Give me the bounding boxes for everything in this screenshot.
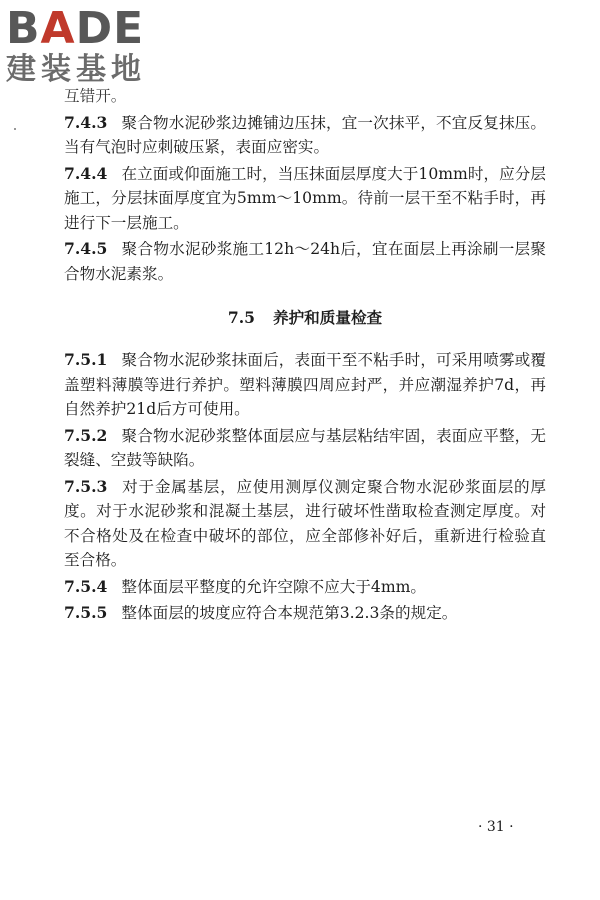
clause-number: 7.5.3 [64,476,108,496]
watermark-latin: BADE [6,3,145,54]
clause-7-4-3 [64,111,546,160]
clause-number: 7.5.4 [64,576,108,596]
clause-number: 7.5.2 [64,425,108,445]
clause-7-5-4 [64,575,546,600]
clause-text: 聚合物水泥砂浆施工12h～24h后，宜在面层上再涂刷一层聚合物水泥素浆。 [64,240,546,283]
clause-7-5-3 [64,475,546,573]
clause-number: 7.4.3 [64,112,108,132]
clause-7-5-2 [64,424,546,473]
page-content [64,84,546,628]
clause-text: 聚合物水泥砂浆整体面层应与基层粘结牢固，表面应平整，无裂缝、空鼓等缺陷。 [64,426,546,469]
section-heading [64,306,546,330]
clause-text: 聚合物水泥砂浆抹面后，表面干至不粘手时，可采用喷雾或覆盖塑料薄膜等进行养护。塑料薄膜四周应封严，并应潮湿养护7d，再自然养护21d后方可使用。 [64,351,546,418]
section-title: 养护和质量检查 [272,308,383,327]
clause-7-4-4 [64,162,546,236]
clause-7-4-5 [64,237,546,286]
watermark-cjk: 建装基地 [6,52,146,87]
clause-text: 在立面或仰面施工时，当压抹面层厚度大于10mm时，应分层施工，分层抹面厚度宜为5mm～10mm。待前一层干至不粘手时，再进行下一层施工。 [64,164,546,232]
clause-text: 对于金属基层，应使用测厚仪测定聚合物水泥砂浆面层的厚度。对于水泥砂浆和混凝土基层，进行破坏性凿取检查测定厚度。对不合格处及在检查中破坏的部位，应全部修补好后，重新进行检验直至合格。 [64,477,546,569]
clause-text: 聚合物水泥砂浆边摊铺边压抹，宜一次抹平，不宜反复抹压。当有气泡时应刺破压紧，表面应密实。 [64,113,546,156]
page-number: · 31 · [478,819,514,835]
clause-number: 7.5.1 [64,350,108,369]
clause-number: 7.4.5 [64,239,108,258]
scan-dot [14,128,16,130]
clause-text: 整体面层的坡度应符合本规范第3.2.3条的规定。 [121,604,458,622]
clause-7-5-5 [64,601,546,626]
section-number: 7.5 [227,308,255,327]
watermark-logo [6,4,181,88]
carryover-text: 互错开。 [64,87,127,105]
clause-7-5-1 [64,348,546,422]
watermark-accent-letter: A [40,3,76,54]
clause-number: 7.5.5 [64,603,108,622]
clause-number: 7.4.4 [64,163,108,183]
clause-text: 整体面层平整度的允许空隙不应大于4mm。 [121,577,427,596]
